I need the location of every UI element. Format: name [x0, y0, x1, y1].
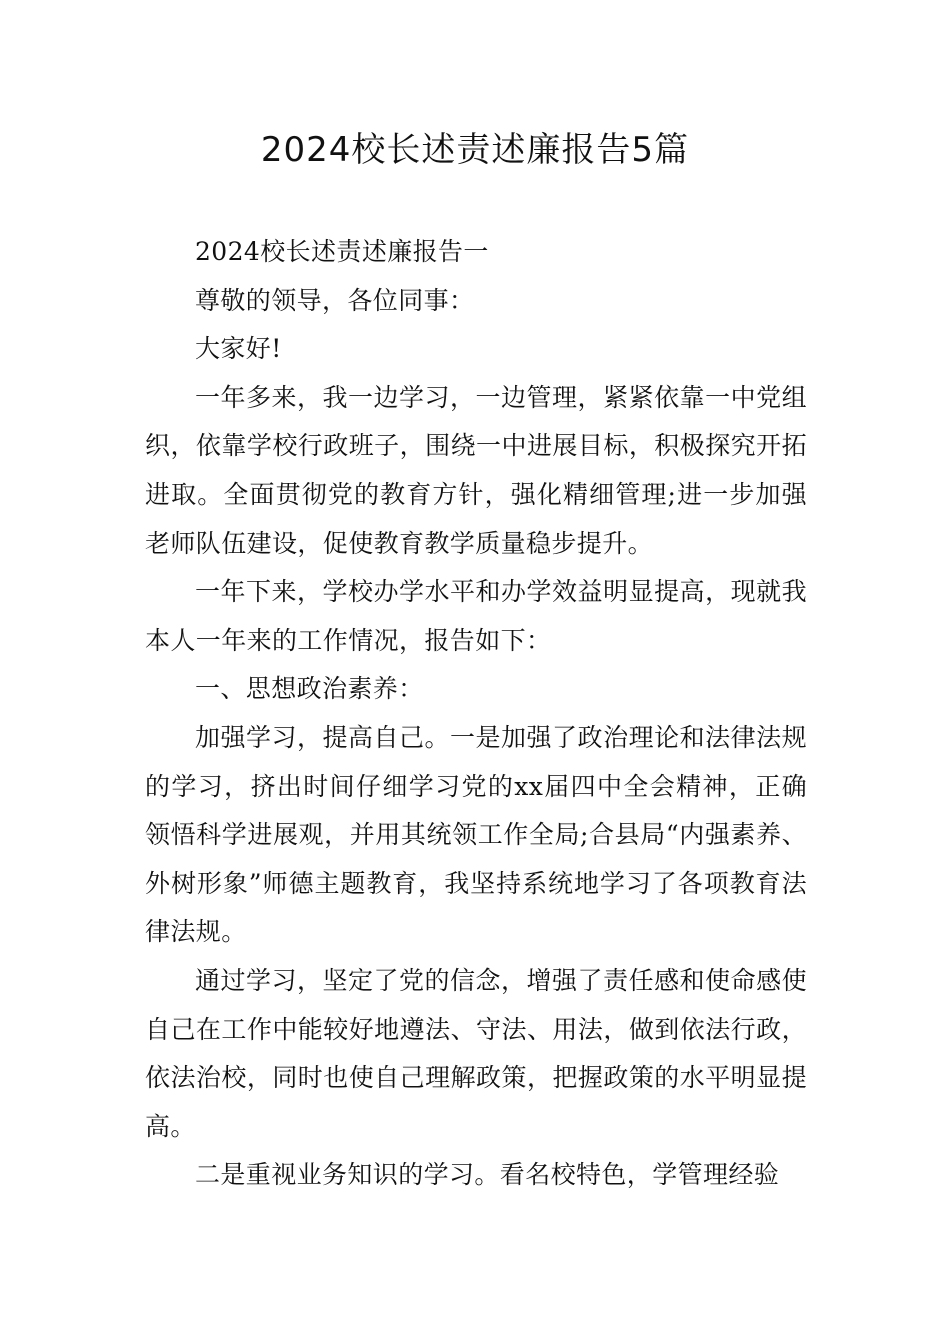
- document-title: 2024校长述责述廉报告5篇: [260, 130, 690, 170]
- paragraph: 一年下来，学校办学水平和办学效益明显提高，现就我本人一年来的工作情况，报告如下：: [145, 577, 807, 655]
- paragraph: 加强学习，提高自己。一是加强了政治理论和法律法规的学习，挤出时间仔细学习党的xx届四中全会精神，正确领悟科学进展观，并用其统领工作全局;合县局“内强素养、外树形象”师德主题教育，我坚持系统地学习了各项教育法律法规。: [145, 722, 807, 947]
- document-body: [145, 228, 807, 1200]
- paragraph-salutation: 尊敬的领导，各位同事：: [195, 285, 475, 315]
- section-heading: 一、思想政治素养：: [195, 674, 424, 704]
- paragraph: 二是重视业务知识的学习。看名校特色，学管理经验: [195, 1160, 780, 1190]
- paragraph: 一年多来，我一边学习，一边管理，紧紧依靠一中党组织，依靠学校行政班子，围绕一中进展目标，积极探究开拓进取。全面贯彻党的教育方针，强化精细管理;进一步加强老师队伍建设，促使教育教学质量稳步提升。: [145, 382, 807, 558]
- paragraph-subtitle: 2024校长述责述廉报告一: [195, 237, 489, 266]
- paragraph-greeting: 大家好!: [195, 334, 282, 364]
- paragraph: 通过学习，坚定了党的信念，增强了责任感和使命感使自己在工作中能较好地遵法、守法、用法，做到依法行政，依法治校，同时也使自己理解政策，把握政策的水平明显提高。: [145, 965, 807, 1141]
